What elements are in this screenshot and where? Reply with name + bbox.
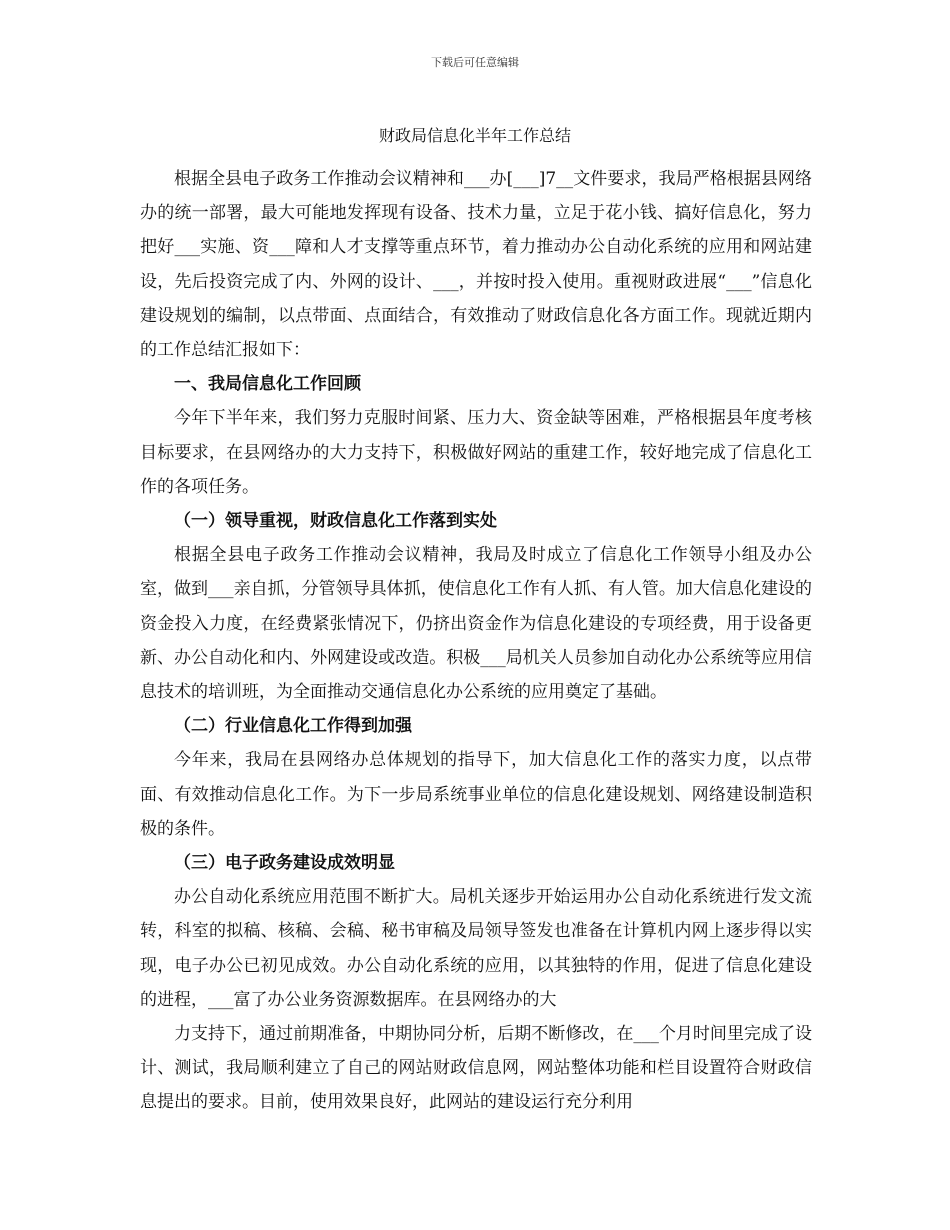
subsection-heading-2: （二）行业信息化工作得到加强 bbox=[174, 716, 412, 737]
document-title: 财政局信息化半年工作总结 bbox=[378, 126, 571, 145]
header-note: 下载后可任意编辑 bbox=[431, 56, 519, 69]
subsection-heading-3: （三）电子政务建设成效明显 bbox=[174, 853, 395, 874]
subsection-heading-1: （一）领导重视，财政信息化工作落到实处 bbox=[174, 511, 497, 532]
paragraph-industry: 今年来，我局在县网络办总体规划的指导下，加大信息化工作的落实力度，以点带面、有效推动信息化工作。为下一步局系统事业单位的信息化建设规划、网络建设制造积极的条件。 bbox=[140, 750, 812, 839]
paragraph-review: 今年下半年来，我们努力克服时间紧、压力大、资金缺等困难，严格根据县年度考核目标要求，在县网络办的大力支持下，积极做好网站的重建工作，较好地完成了信息化工作的各项任务。 bbox=[140, 408, 812, 497]
paragraph-intro: 根据全县电子政务工作推动会议精神和___办[___]7__文件要求，我局严格根据县网络办的统一部署，最大可能地发挥现有设备、技术力量，立足于花小钱、搞好信息化，努力把好___实施、资___障和人才支撑等重点环节，着力推动办公自动化系统的应用和网站建设，先后投资完成了内、外网的设计、___，并按时投入使用。重视财政进展“___”信息化建设规划的编制，以点带面、点面结合，有效推动了财政信息化各方面工作。现就近期内的工作总结汇报如下： bbox=[140, 169, 812, 361]
paragraph-website: 力支持下，通过前期准备，中期协同分析，后期不断修改，在___个月时间里完成了设计、测试，我局顺利建立了自己的网站财政信息网，网站整体功能和栏目设置符合财政信息提出的要求。目前，使用效果良好，此网站的建设运行充分利用 bbox=[140, 1024, 812, 1113]
section-heading-1: 一、我局信息化工作回顾 bbox=[174, 374, 361, 395]
paragraph-egov: 办公自动化系统应用范围不断扩大。局机关逐步开始运用办公自动化系统进行发文流转，科室的拟稿、核稿、会稿、秘书审稿及局领导签发也准备在计算机内网上逐步得以实现，电子办公已初见成效。办公自动化系统的应用，以其独特的作用，促进了信息化建设的进程，___富了办公业务资源数据库。在县网络办的大 bbox=[140, 887, 812, 1010]
paragraph-leadership: 根据全县电子政务工作推动会议精神，我局及时成立了信息化工作领导小组及办公室，做到___亲自抓，分管领导具体抓，使信息化工作有人抓、有人管。加大信息化建设的资金投入力度，在经费紧张情况下，仍挤出资金作为信息化建设的专项经费，用于设备更新、办公自动化和内、外网建设或改造。积极___局机关人员参加自动化办公系统等应用信息技术的培训班，为全面推动交通信息化办公系统的应用奠定了基础。 bbox=[140, 545, 812, 703]
document-body bbox=[140, 162, 812, 1120]
